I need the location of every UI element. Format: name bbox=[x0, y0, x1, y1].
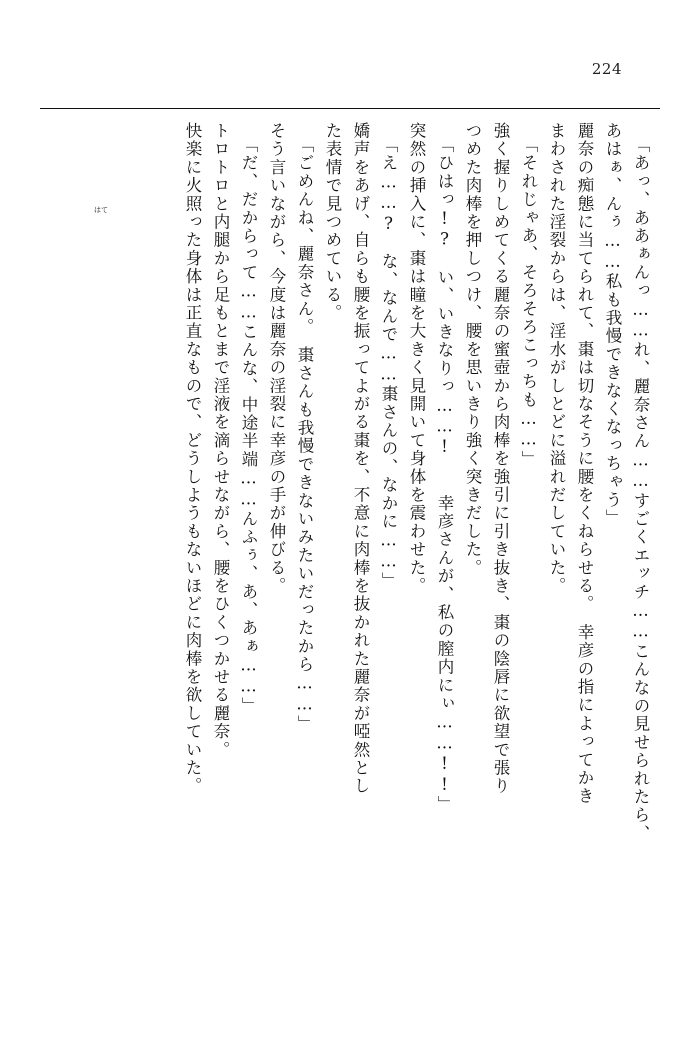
text-column: 「だ、だからって……こんな、中途半端……んふぅ、あ、あぁ……」 bbox=[239, 136, 258, 716]
text-column: 強く握りしめてくる麗奈の蜜壺から肉棒を強引に引き抜き、棗の陰唇に欲望で張り bbox=[491, 122, 510, 796]
text-column: あはぁ、んぅ……私も我慢できなくなっちゃう」 bbox=[603, 122, 622, 528]
text-column: 「え……? な、なんで……棗さんの、なかに……」 bbox=[379, 136, 398, 591]
text-column: 「それじゃあ、そろそろこっちも……」 bbox=[519, 136, 538, 469]
text-column: 突然の挿入に、棗は瞳を大きく見開いて身体を震わせた。 bbox=[407, 122, 426, 596]
text-column: つめた肉棒を押しつけ、腰を思いきり強く突きだした。 bbox=[463, 122, 482, 577]
ruby-annotation: はて bbox=[94, 206, 108, 214]
text-column: まわされた淫裂からは、淫水がしとどに溢れだしていた。 bbox=[547, 122, 566, 596]
text-column: 「ひはっ!? い、いきなりっ……! 幸彦さんが、私の膣内にぃ……!!」 bbox=[435, 136, 454, 814]
text-column: トロトロと内腿から足もとまで淫液を滴らせながら、腰をひくつかせる麗奈。 bbox=[211, 122, 230, 759]
vertical-text-body bbox=[52, 122, 648, 962]
text-column: 「あっ、ああぁんっ……れ、麗奈さん……すごくエッチ……こんなの見せられたら、 bbox=[631, 136, 650, 843]
text-column: 嬌声をあげ、自らも腰を振ってよがる棗を、不意に肉棒を抜かれた麗奈が啞然とし bbox=[351, 122, 370, 796]
text-column: 「ごめんね、麗奈さん。 棗さんも我慢できないみたいだったから……」 bbox=[295, 136, 314, 734]
text-column: 快楽に火照った身体は正直なもので、どうしようもないほどに肉棒を欲していた。 bbox=[183, 122, 202, 796]
text-column: そう言いながら、今度は麗奈の淫裂に幸彦の手が伸びる。 bbox=[267, 122, 286, 596]
text-column: 麗奈の痴態に当てられて、棗は切なそうに腰をくねらせる。 幸彦の指によってかき bbox=[575, 122, 594, 806]
page-number: 224 bbox=[591, 60, 622, 78]
text-column: た表情で見つめている。 bbox=[323, 122, 342, 323]
header-divider bbox=[40, 108, 660, 109]
